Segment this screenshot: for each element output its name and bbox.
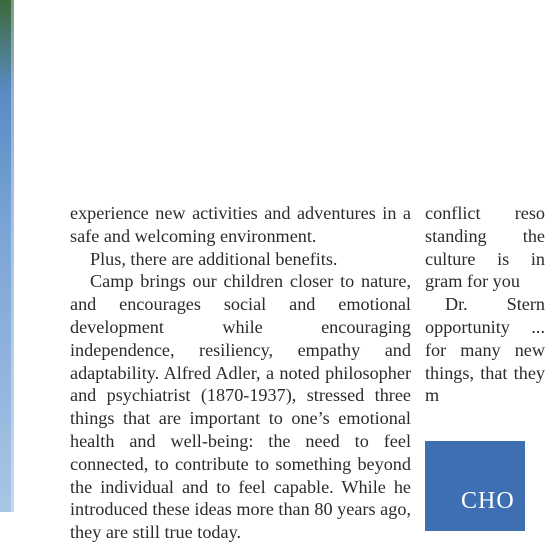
article-column-right [425, 202, 545, 407]
paragraph: Camp brings our children closer to nature, and encourages social and emotional development while encouraging independence, resiliency, empathy and adaptability. Alfred Adler, a noted philosopher and psychiatrist (1870-1937), stressed three things that are important to one’s emotional health and well-being: the need to feel connected, to contribute to something beyond the individual and to feel capable. While he introduced these ideas more than 80 years ago, they are still true today. [70, 271, 411, 543]
cover-photo-edge [0, 0, 14, 512]
paragraph: Dr. Stern opportunity ... for many new things, that they m [425, 294, 545, 406]
callout-box [425, 441, 525, 531]
paragraph: Plus, there are additional benefits. [90, 248, 338, 269]
paragraph: conflict reso standing the culture is in gram for you [425, 203, 545, 292]
paragraph: experience new activities and adventures in a safe and welcoming environment. [70, 203, 411, 246]
article-column-left [70, 202, 411, 544]
callout-heading: CHO [461, 488, 515, 514]
